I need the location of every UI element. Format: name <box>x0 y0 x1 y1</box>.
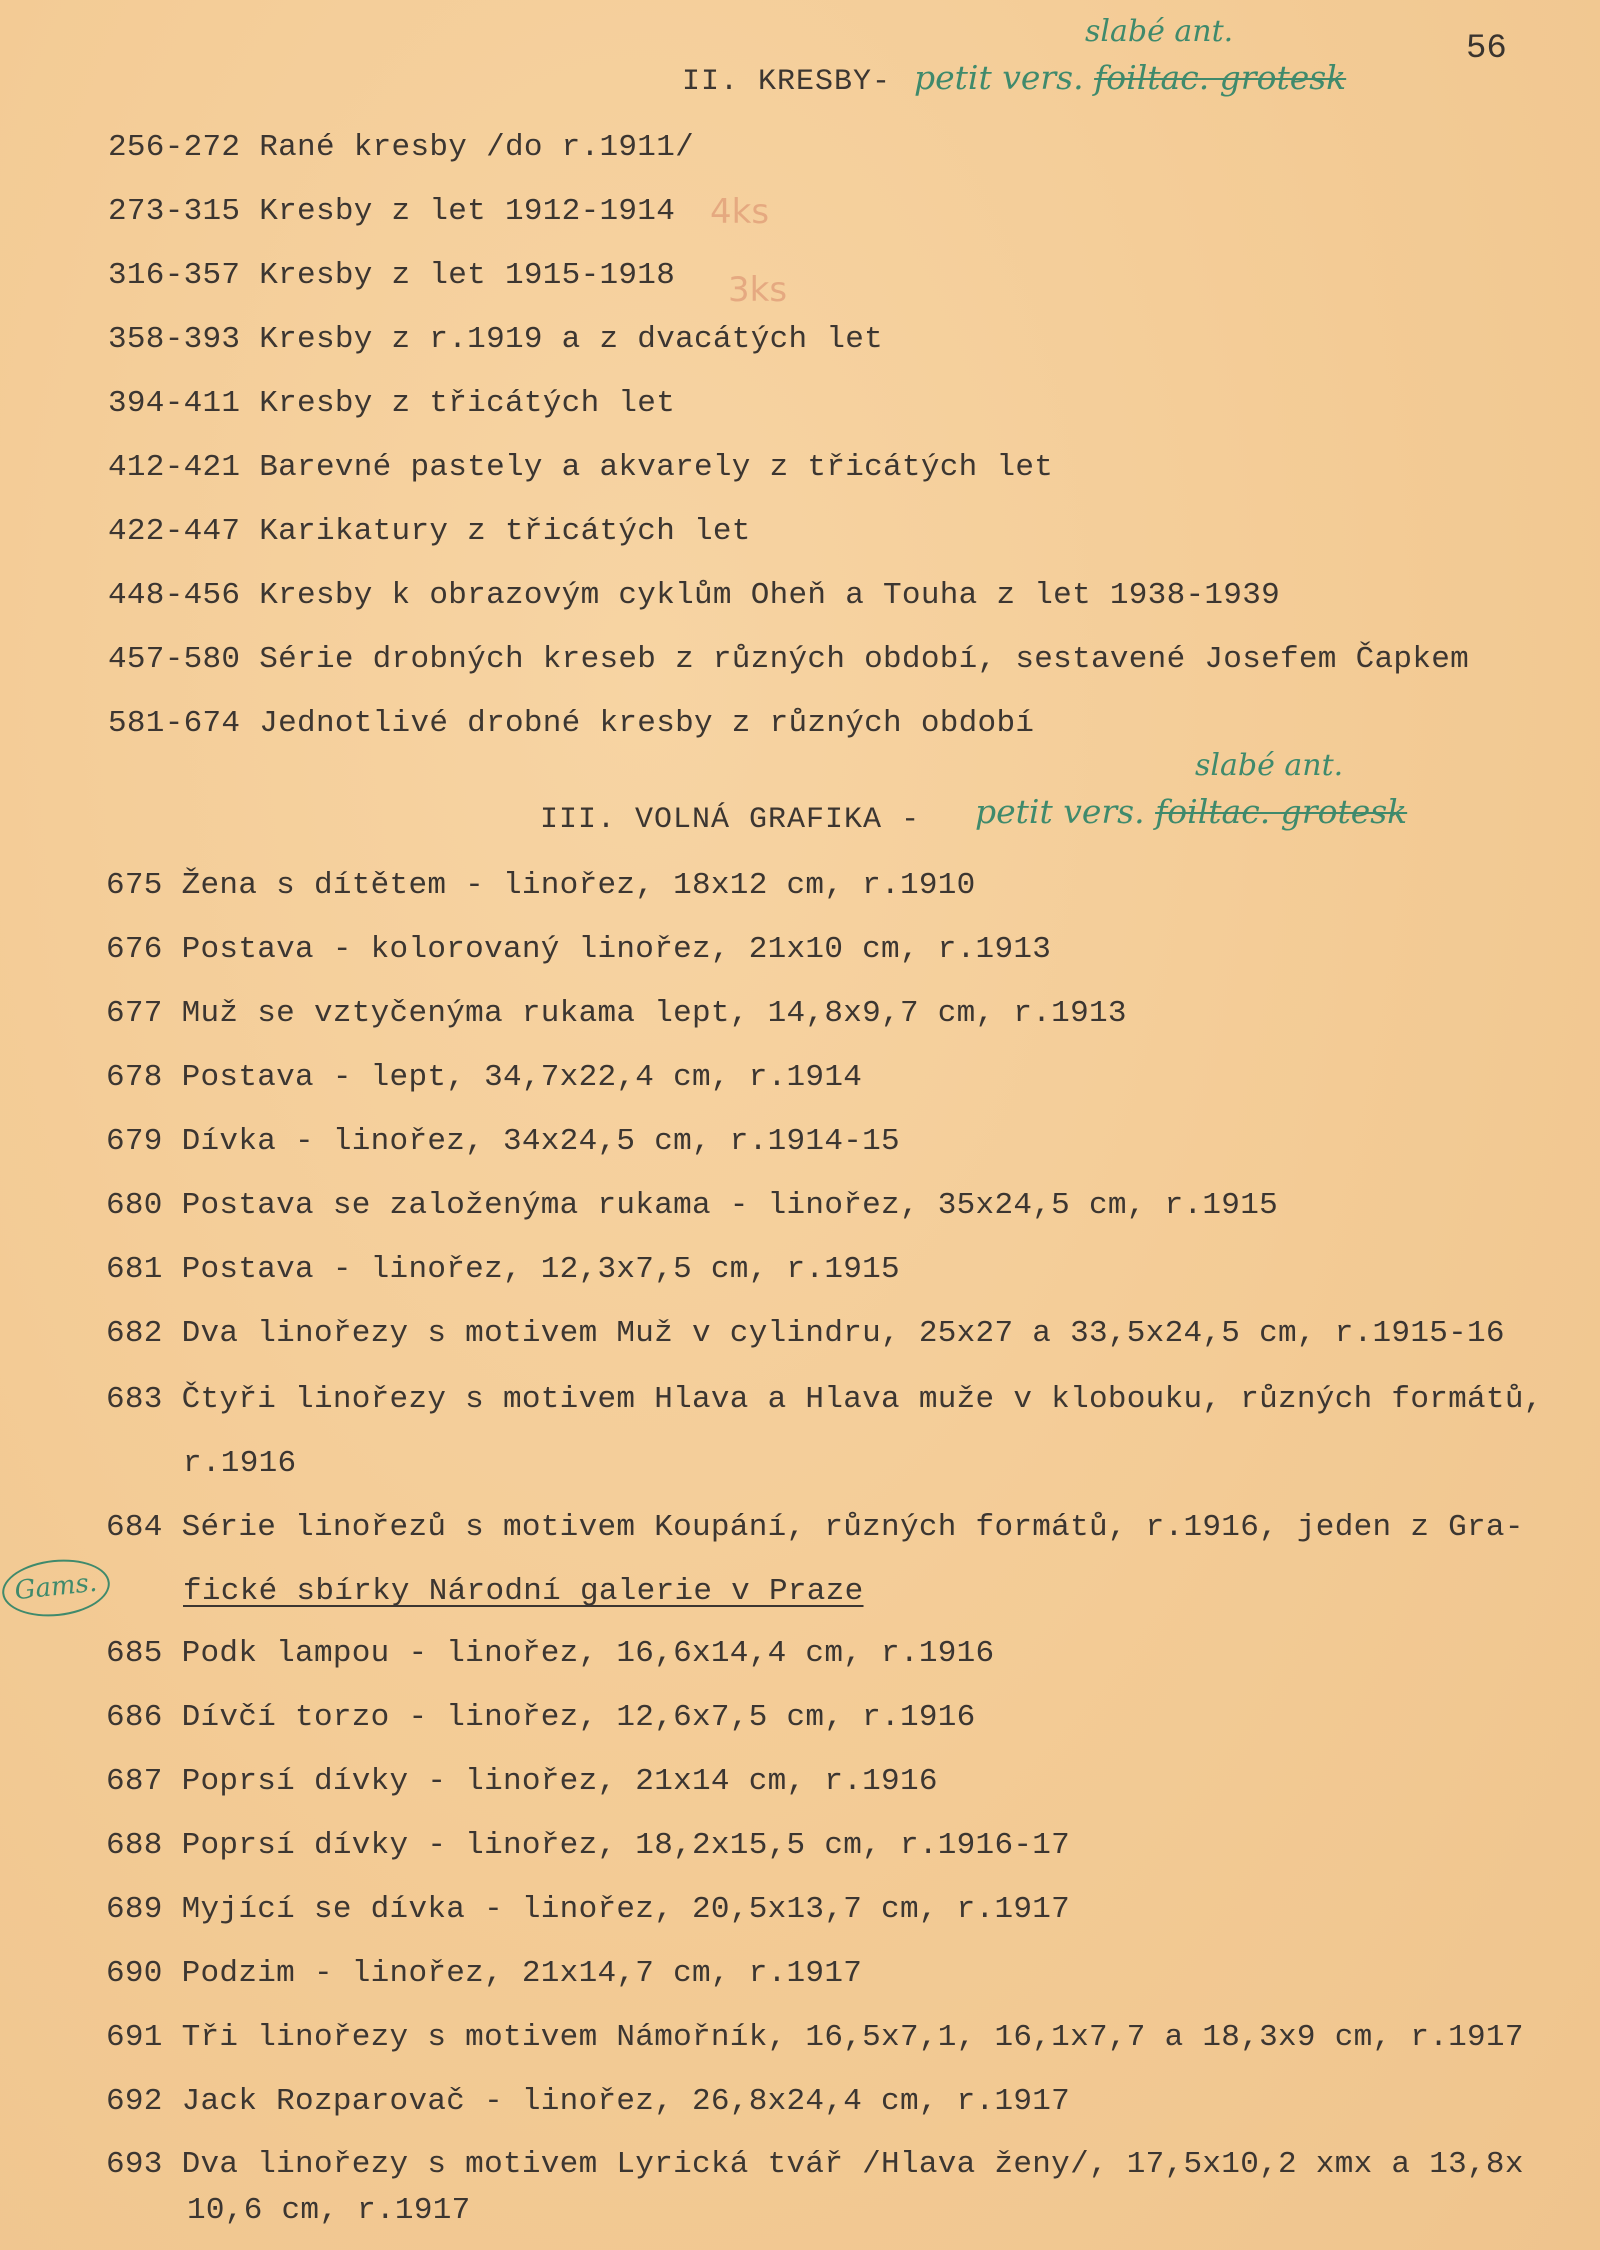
margin-note-circled: Gams. <box>0 1555 113 1622</box>
handwritten-note-grafika <box>975 792 1407 831</box>
pencil-mark-1: 4ks <box>710 192 770 232</box>
list-item: 689 Myjící se dívka - linořez, 20,5x13,7 cm, r.1917 <box>106 1892 1071 1927</box>
list-item: 676 Postava - kolorovaný linořez, 21x10 cm, r.1913 <box>106 932 1052 967</box>
list-item: 675 Žena s dítětem - linořez, 18x12 cm, r.1910 <box>106 868 976 903</box>
list-item: 685 Podk lampou - linořez, 16,6x14,4 cm, r.1916 <box>106 1636 995 1671</box>
list-item: 686 Dívčí torzo - linořez, 12,6x7,5 cm, r.1916 <box>106 1700 976 1735</box>
list-item: 693 Dva linořezy s motivem Lyrická tvář /Hlava ženy/, 17,5x10,2 xmx a 13,8x 10,6 cm, r.1917 <box>106 2147 1524 2228</box>
list-item: 692 Jack Rozparovač - linořez, 26,8x24,4 cm, r.1917 <box>106 2084 1071 2119</box>
section-heading-volna-grafika: III. VOLNÁ GRAFIKA - <box>540 803 921 837</box>
list-item: 273-315 Kresby z let 1912-1914 <box>108 194 676 229</box>
list-item: 448-456 Kresby k obrazovým cyklům Oheň a Touha z let 1938-1939 <box>108 578 1280 613</box>
list-item: 687 Poprsí dívky - linořez, 21x14 cm, r.1916 <box>106 1764 938 1799</box>
pencil-mark-2: 3ks <box>728 270 788 310</box>
list-item: 358-393 Kresby z r.1919 a z dvacátých let <box>108 322 884 357</box>
list-item: 682 Dva linořezy s motivem Muž v cylindru, 25x27 a 33,5x24,5 cm, r.1915-16 <box>106 1316 1505 1351</box>
list-item: 457-580 Série drobných kreseb z různých období, sestavené Josefem Čapkem <box>108 642 1470 677</box>
list-item: 678 Postava - lept, 34,7x22,4 cm, r.1914 <box>106 1060 863 1095</box>
list-item: 677 Muž se vztyčenýma rukama lept, 14,8x9,7 cm, r.1913 <box>106 996 1127 1031</box>
section-heading-kresby: II. KRESBY- <box>682 65 892 99</box>
list-item: 412-421 Barevné pastely a akvarely z třicátých let <box>108 450 1054 485</box>
list-item: 684 Série linořezů s motivem Koupání, různých formátů, r.1916, jeden z Gra- fické sbírky Národní galerie v Praze <box>106 1496 1524 1624</box>
list-item: 679 Dívka - linořez, 34x24,5 cm, r.1914-15 <box>106 1124 900 1159</box>
handwritten-note-above-kresby: slabé ant. <box>1085 14 1234 49</box>
note-plain: petit vers. <box>975 792 1145 831</box>
note-struck: foiltac. grotesk <box>1155 792 1408 831</box>
list-item: 422-447 Karikatury z třicátých let <box>108 514 751 549</box>
page-number: 56 <box>1466 30 1507 68</box>
list-item: 680 Postava se založenýma rukama - linořez, 35x24,5 cm, r.1915 <box>106 1188 1278 1223</box>
underlined-reference: fické sbírky Národní galerie v Praze <box>183 1574 864 1609</box>
handwritten-note-above-grafika: slabé ant. <box>1195 748 1344 783</box>
list-item: 394-411 Kresby z třicátých let <box>108 386 676 421</box>
handwritten-note-kresby <box>914 58 1346 97</box>
list-item: 691 Tři linořezy s motivem Námořník, 16,5x7,1, 16,1x7,7 a 18,3x9 cm, r.1917 <box>106 2020 1524 2055</box>
list-item: 683 Čtyři linořezy s motivem Hlava a Hlava muže v klobouku, různých formátů, r.1916 <box>106 1382 1543 1481</box>
list-item: 688 Poprsí dívky - linořez, 18,2x15,5 cm, r.1916-17 <box>106 1828 1071 1863</box>
note-plain: petit vers. <box>914 58 1084 97</box>
list-item: 690 Podzim - linořez, 21x14,7 cm, r.1917 <box>106 1956 863 1991</box>
list-item: 681 Postava - linořez, 12,3x7,5 cm, r.1915 <box>106 1252 900 1287</box>
list-item: 316-357 Kresby z let 1915-1918 <box>108 258 676 293</box>
note-struck: foiltac. grotesk <box>1094 58 1347 97</box>
list-item: 581-674 Jednotlivé drobné kresby z různých období <box>108 706 1035 741</box>
list-item: 256-272 Rané kresby /do r.1911/ <box>108 130 695 165</box>
